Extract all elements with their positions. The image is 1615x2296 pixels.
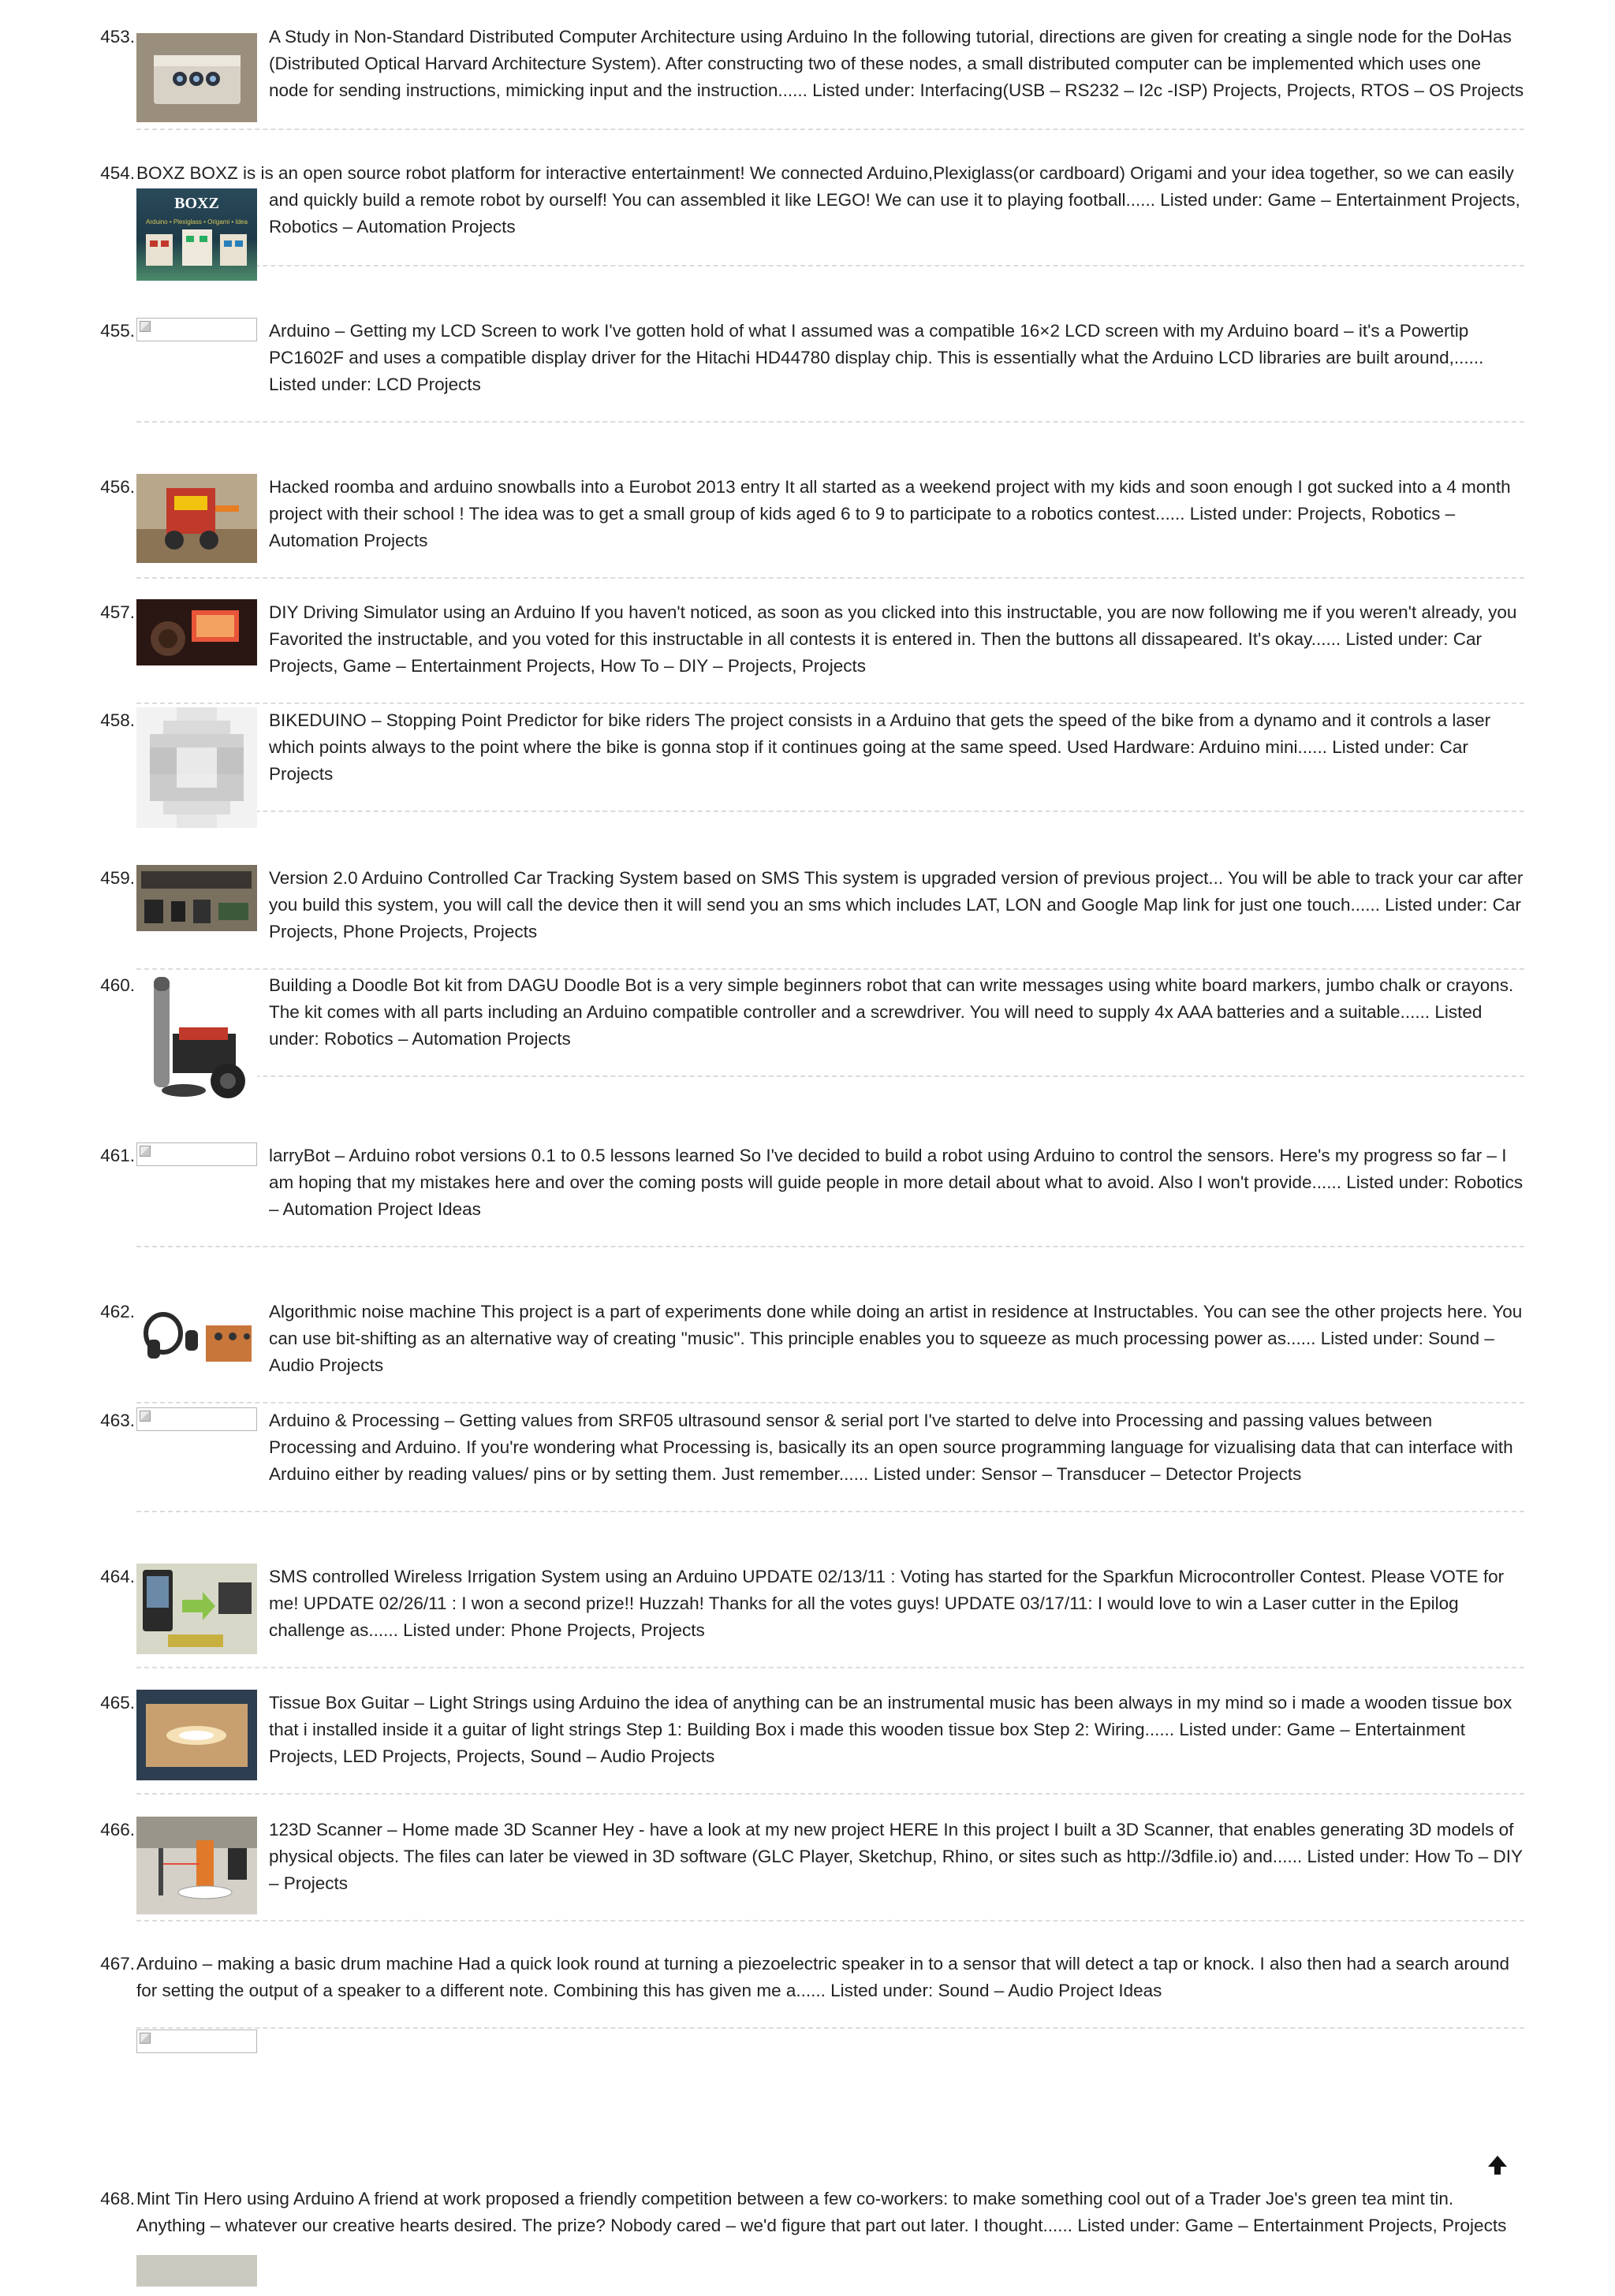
item-number: 454. bbox=[100, 163, 135, 183]
thumbnail-title: BOXZ bbox=[174, 195, 219, 212]
list-item bbox=[100, 1951, 1524, 2029]
item-number: 462. bbox=[100, 1302, 135, 1321]
list-item bbox=[100, 160, 1524, 266]
placeholder-pixel-image bbox=[136, 707, 257, 828]
driving-simulator-photo bbox=[136, 599, 257, 665]
item-number: 465. bbox=[100, 1693, 135, 1713]
list-item bbox=[100, 2186, 1524, 2296]
item-description[interactable]: Arduino – making a basic drum machine Had a quick look round at turning a piezoelectric speaker in to a sensor that will detect a tap or knock. I also then had a search around for setting the output of a speaker to a different note. Combining this has given me a...... Listed under: Sound – Audio Project Ideas bbox=[136, 1954, 1509, 2000]
item-number: 456. bbox=[100, 477, 135, 497]
arduino-enclosure-photo bbox=[136, 33, 257, 122]
item-description[interactable]: Tissue Box Guitar – Light Strings using Arduino the idea of anything can be an instrumental music has been always in my mind so i made a wooden tissue box that i installed inside it a guitar of light strings Step 1: Building Box i made this wooden tissue box Step 2: Wiring...... Listed under: Game – Entertainment Projects, LED Projects, Projects, Sound – Audio Projects bbox=[269, 1693, 1512, 1766]
thumbnail-subtitle: Arduino • Plexiglass • Origami • Idea bbox=[146, 218, 248, 226]
list-item bbox=[100, 24, 1524, 130]
thumbnail[interactable] bbox=[136, 972, 257, 1106]
item-description[interactable]: Hacked roomba and arduino snowballs into a Eurobot 2013 entry It all started as a weekend project with my kids and soon enough I got sucked into a 4 month project with their school ! The idea was to get a small group of kids aged 6 to 9 to participate to a robotics contest...... Listed under: Projects, Robotics – Automation Projects bbox=[269, 477, 1511, 550]
tracking-system-photo bbox=[136, 865, 257, 931]
item-description[interactable]: larryBot – Arduino robot versions 0.1 to 0.5 lessons learned So I've decided to build a robot using Arduino to control the sensors. Here's my progress so far – I am hoping that my mistakes here and over the coming posts will guide people in more detail about what to avoid. Also I won't provide...... Listed under: Robotics – Automation Project Ideas bbox=[269, 1146, 1524, 1219]
list-item bbox=[100, 1817, 1524, 1921]
item-number: 467. bbox=[100, 1954, 135, 1974]
item-description[interactable]: Mint Tin Hero using Arduino A friend at work proposed a friendly competition between a few co-workers: to make something cool out of a Trader Joe's green tea mint tin. Anything – whatever our creative hearts desired. The prize? Nobody cared – we'd figure that part out later. I thought...... Listed under: Game – Entertainment Projects, Projects bbox=[136, 2189, 1507, 2235]
irrigation-system-photo bbox=[136, 1564, 257, 1654]
item-description[interactable]: Version 2.0 Arduino Controlled Car Tracking System based on SMS This system is upgraded version of previous project... You will be able to track your car after you build this system, you will call the device then it will send you an sms which includes LAT, LON and Google Map link for just one touch...... Listed under: Car Projects, Phone Projects, Projects bbox=[269, 868, 1524, 941]
thumbnail[interactable] bbox=[136, 2255, 257, 2287]
thumbnail[interactable] bbox=[136, 1817, 257, 1914]
list-item bbox=[100, 318, 1524, 423]
thumbnail[interactable] bbox=[136, 33, 257, 122]
item-description-first-line: BOXZ BOXZ is is an open source robot platform for interactive entertainment! We connected Arduino,Plexiglass(or cardboard) Origami and your idea together, so we can easily bbox=[136, 163, 1514, 183]
item-description[interactable]: BIKEDUINO – Stopping Point Predictor for bike riders The project consists in a Arduino that gets the speed of the bike from a dynamo and it controls a laser which points always to the point where the bike is gonna stop if it continues going at the same speed. Used Hardware: Arduino mini...... Listed under: Car Projects bbox=[269, 710, 1491, 784]
thumbnail[interactable] bbox=[136, 865, 257, 931]
noise-machine-photo bbox=[136, 1299, 257, 1368]
thumbnail[interactable] bbox=[136, 474, 257, 563]
item-description[interactable]: 123D Scanner – Home made 3D Scanner Hey - have a look at my new project HERE In this project I built a 3D Scanner, that enables generating 3D models of physical objects. The files can later be viewed in 3D software (GLC Player, Sketchup, Rhino, or sites such as http://3dfile.io) and...... Listed under: How To – DIY – Projects bbox=[269, 1820, 1523, 1893]
item-description[interactable]: Building a Doodle Bot kit from DAGU Doodle Bot is a very simple beginners robot that can write messages using white board markers, jumbo chalk or crayons. The kit comes with all parts including an Arduino compatible controller and a screwdriver. You will need to supply 4x AAA batteries and a suitable...... Listed under: Robotics – Automation Projects bbox=[269, 975, 1514, 1049]
item-description-rest: and quickly build a remote robot by ourself! You can assembled it like LEGO! We can use it to playing football...... Listed under: Game – Entertainment Projects, Robotics – Automation Projects bbox=[269, 190, 1520, 237]
list-item bbox=[100, 707, 1524, 812]
list-item bbox=[100, 865, 1524, 970]
broken-image-icon[interactable] bbox=[136, 2030, 257, 2053]
item-number: 458. bbox=[100, 710, 135, 730]
arrow-up-icon bbox=[1486, 2153, 1509, 2177]
item-number: 463. bbox=[100, 1411, 135, 1430]
item-description[interactable]: Arduino – Getting my LCD Screen to work I've gotten hold of what I assumed was a compatible 16×2 LCD screen with my Arduino board – it's a Powertip PC1602F and uses a compatible display driver for the Hitachi HD44780 display chip. This is essentially what the Arduino LCD libraries are built around,...... Listed under: LCD Projects bbox=[269, 321, 1484, 394]
list-item bbox=[100, 1299, 1524, 1403]
doodle-bot-photo bbox=[136, 972, 257, 1106]
list-item bbox=[100, 474, 1524, 579]
list-item bbox=[100, 1690, 1524, 1795]
thumbnail[interactable] bbox=[136, 1564, 257, 1654]
broken-image-icon[interactable] bbox=[136, 1407, 257, 1431]
list-item bbox=[100, 599, 1524, 704]
item-description[interactable] bbox=[136, 160, 1524, 240]
item-number: 457. bbox=[100, 602, 135, 622]
scroll-to-top-button[interactable] bbox=[1486, 2153, 1509, 2177]
item-description[interactable]: Arduino & Processing – Getting values from SRF05 ultrasound sensor & serial port I've started to delve into Processing and passing values between Processing and Arduino. If you're wondering what Processing is, basically its an open source programming language for vizualising data that can interface with Arduino either by reading values/ pins or by setting them. Just remember...... Listed under: Sensor – Transducer – Detector Projects bbox=[269, 1411, 1513, 1484]
thumbnail[interactable] bbox=[136, 599, 257, 665]
item-number: 460. bbox=[100, 975, 135, 995]
3d-scanner-photo bbox=[136, 1817, 257, 1914]
item-description[interactable]: Algorithmic noise machine This project is a part of experiments done while doing an artist in residence at Instructables. You can see the other projects here. You can use bit-shifting as an alternative way of creating "music". This principle enables you to squeeze as much processing power as...... Listed under: Sound – Audio Projects bbox=[269, 1302, 1523, 1375]
broken-image-icon[interactable] bbox=[136, 1142, 257, 1166]
item-description[interactable]: A Study in Non-Standard Distributed Computer Architecture using Arduino In the following tutorial, directions are given for creating a single node for the DoHas (Distributed Optical Harvard Architecture System). After constructing two of these nodes, a small distributed computer can be implemented which uses one node for sending instructions, mimicking input and the instruction...... Listed under: Interfacing(USB – RS232 – I2c -ISP) Projects, Projects, RTOS – OS Projects bbox=[269, 27, 1524, 100]
item-number: 466. bbox=[100, 1820, 135, 1839]
item-number: 461. bbox=[100, 1146, 135, 1165]
broken-image-icon[interactable] bbox=[136, 318, 257, 341]
item-number: 453. bbox=[100, 27, 135, 47]
list-item bbox=[100, 1407, 1524, 1512]
list-item bbox=[100, 972, 1524, 1077]
thumbnail[interactable] bbox=[136, 1299, 257, 1368]
item-number: 459. bbox=[100, 868, 135, 888]
item-description[interactable]: DIY Driving Simulator using an Arduino If you haven't noticed, as soon as you clicked into this instructable, you are now following me if you weren't already, you Favorited the instructable, and you voted for this instructable in all contests it is entered in. Then the buttons all dissapeared. It's okay...... Listed under: Car Projects, Game – Entertainment Projects, How To – DIY – Projects, Projects bbox=[269, 602, 1517, 676]
item-description[interactable]: SMS controlled Wireless Irrigation System using an Arduino UPDATE 02/13/11 : Voting has started for the Sparkfun Microcontroller Contest. Please VOTE for me! UPDATE 02/26/11 : I won a second prize!! Huzzah! Thanks for all the votes guys! UPDATE 03/17/11: I would love to win a Laser cutter in the Epilog challenge as...... Listed under: Phone Projects, Projects bbox=[269, 1567, 1505, 1640]
thumbnail[interactable] bbox=[136, 707, 257, 828]
item-number: 468. bbox=[100, 2189, 135, 2208]
tissue-box-guitar-photo bbox=[136, 1690, 257, 1780]
list-item bbox=[100, 1142, 1524, 1247]
item-number: 464. bbox=[100, 1567, 135, 1586]
robot-photo bbox=[136, 474, 257, 563]
list-item bbox=[100, 1564, 1524, 1668]
item-number: 455. bbox=[100, 321, 135, 341]
thumbnail[interactable] bbox=[136, 1690, 257, 1780]
